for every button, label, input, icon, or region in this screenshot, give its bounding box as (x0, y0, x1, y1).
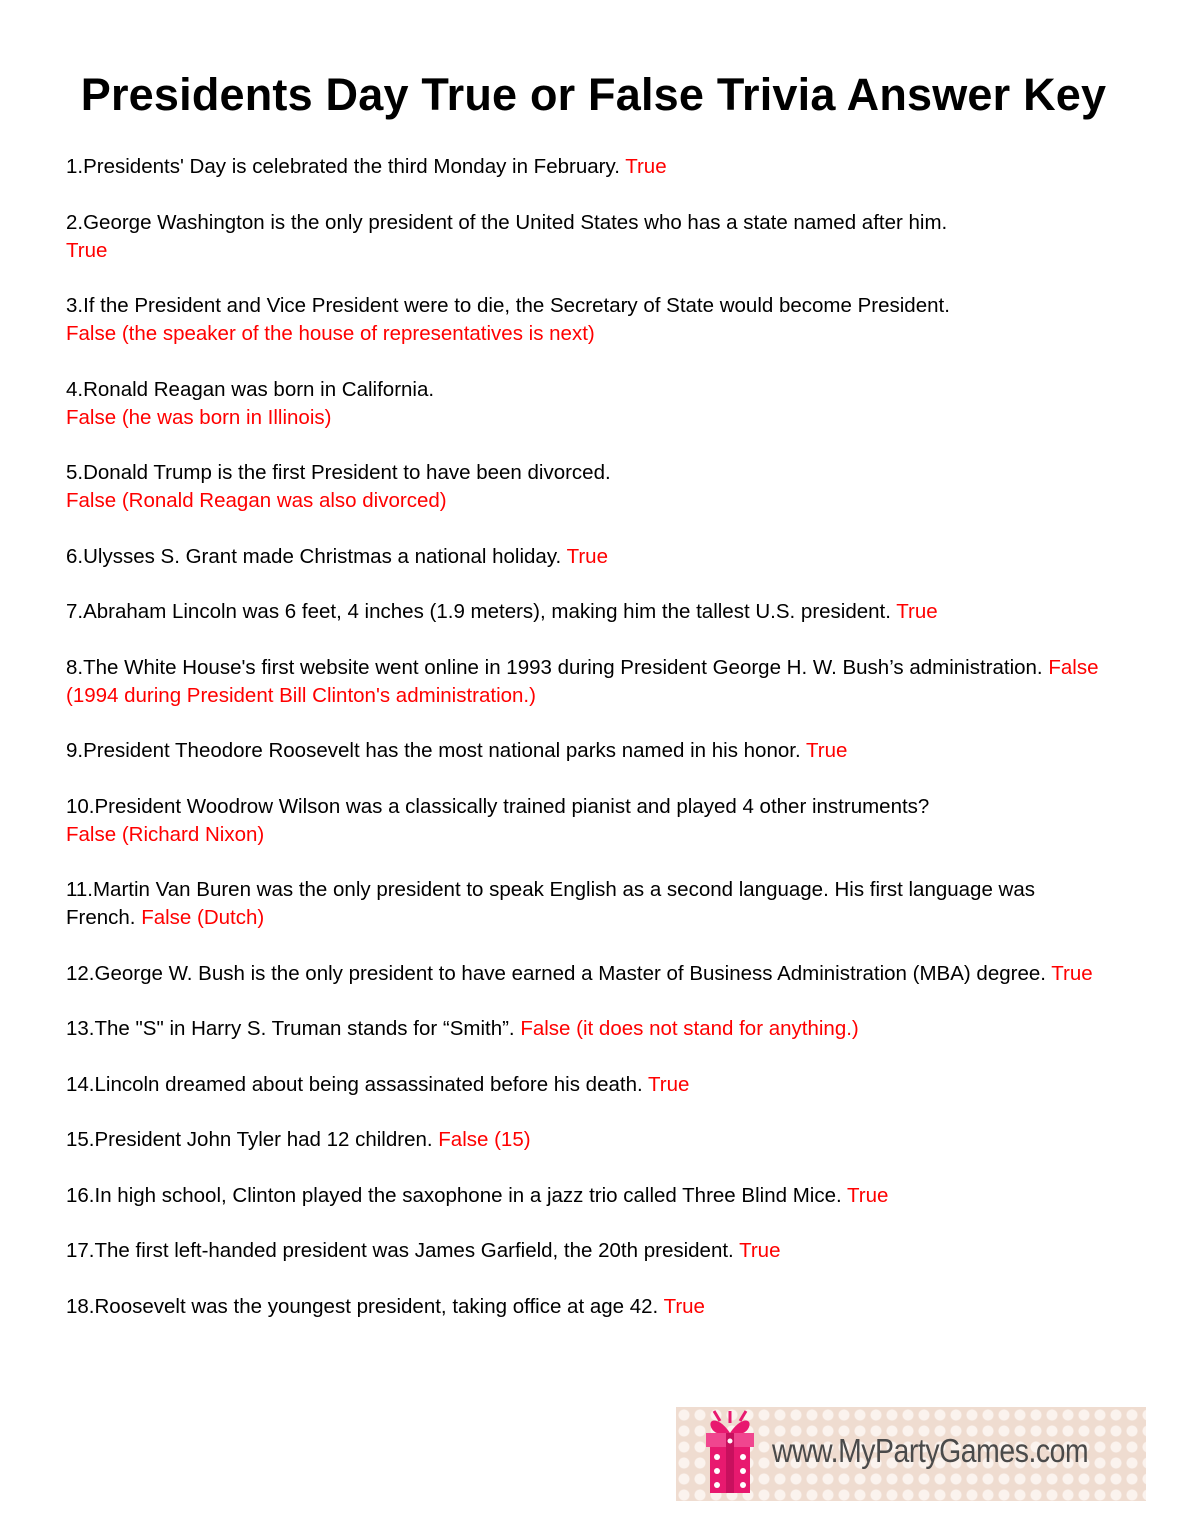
question-text: 4.Ronald Reagan was born in California. (66, 377, 435, 401)
gift-box-icon (700, 1409, 760, 1499)
question-item (66, 654, 1106, 710)
question-text: 15.President John Tyler had 12 children. (66, 1128, 439, 1151)
question-text: 11.Martin Van Buren was the only president to speak English as a second language. His first language was French. (66, 878, 1036, 929)
question-text: 5.Donald Trump is the first President to have been divorced. (66, 461, 611, 484)
answer-text: True (739, 1239, 781, 1262)
answer-text: False (the speaker of the house of representatives is next) (66, 322, 595, 345)
question-text: 6.Ulysses S. Grant made Christmas a national holiday. (66, 544, 567, 568)
question-item (66, 292, 1106, 348)
question-item (66, 209, 1106, 265)
site-url: www.MyPartyGames.com (772, 1432, 1089, 1469)
answer-text: True (896, 600, 938, 623)
answer-text: True (847, 1183, 889, 1207)
answer-text: True (625, 155, 667, 178)
answer-text: True (648, 1072, 690, 1096)
question-item (66, 153, 1106, 181)
question-item (66, 1293, 1106, 1321)
question-item (66, 876, 1106, 932)
question-text: 8.The White House's first website went online in 1993 during President George H. W. Bush’s administration. (66, 655, 1049, 679)
question-list (66, 153, 1106, 1348)
question-text: 9.President Theodore Roosevelt has the most national parks named in his honor. (66, 739, 806, 762)
question-text: 2.George Washington is the only president of the United States who has a state named after him. (66, 210, 948, 234)
question-item (66, 1126, 1106, 1154)
question-item (66, 960, 1106, 988)
question-item (66, 543, 1106, 571)
question-text: 18.Roosevelt was the youngest president, taking office at age 42. (66, 1294, 664, 1318)
question-text: 17.The first left-handed president was James Garfield, the 20th president. (66, 1239, 740, 1262)
answer-text: False (Dutch) (141, 906, 265, 929)
question-item (66, 1015, 1106, 1043)
question-text: 16.In high school, Clinton played the saxophone in a jazz trio called Three Blind Mice. (66, 1183, 847, 1207)
answer-text: False (15) (438, 1128, 531, 1151)
answer-text: False (it does not stand for anything.) (520, 1017, 859, 1040)
question-text: 3.If the President and Vice President were to die, the Secretary of State would become President. (66, 294, 950, 317)
answer-text: False (1994 during President Bill Clinton's administration.) (66, 655, 1099, 707)
question-item (66, 737, 1106, 765)
answer-text: True (805, 739, 848, 762)
question-text: 1.Presidents' Day is celebrated the third Monday in February. (66, 155, 626, 178)
question-item (66, 598, 1106, 626)
question-text: 12.George W. Bush is the only president to have earned a Master of Business Administration (MBA) degree. (66, 961, 1052, 985)
question-item (66, 376, 1106, 432)
answer-text: False (Ronald Reagan was also divorced) (66, 489, 447, 512)
answer-text: False (Richard Nixon) (66, 822, 265, 846)
answer-text: True (566, 544, 608, 568)
page-title: Presidents Day True or False Trivia Answer Key (80, 69, 1107, 120)
answer-text: True (66, 238, 108, 262)
answer-text: False (he was born in Illinois) (66, 405, 332, 429)
site-logo (676, 1407, 1146, 1501)
question-text: 7.Abraham Lincoln was 6 feet, 4 inches (1.9 meters), making him the tallest U.S. president. (66, 600, 897, 623)
question-text: 13.The "S" in Harry S. Truman stands for “Smith”. (66, 1017, 521, 1040)
question-text: 14.Lincoln dreamed about being assassinated before his death. (66, 1072, 649, 1096)
question-item (66, 1182, 1106, 1210)
question-item (66, 1237, 1106, 1265)
question-item (66, 459, 1106, 515)
question-item (66, 1071, 1106, 1099)
question-text: 10.President Woodrow Wilson was a classically trained pianist and played 4 other instruments? (66, 794, 930, 818)
answer-text: True (1051, 961, 1093, 985)
question-item (66, 793, 1106, 849)
answer-text: True (663, 1294, 705, 1318)
